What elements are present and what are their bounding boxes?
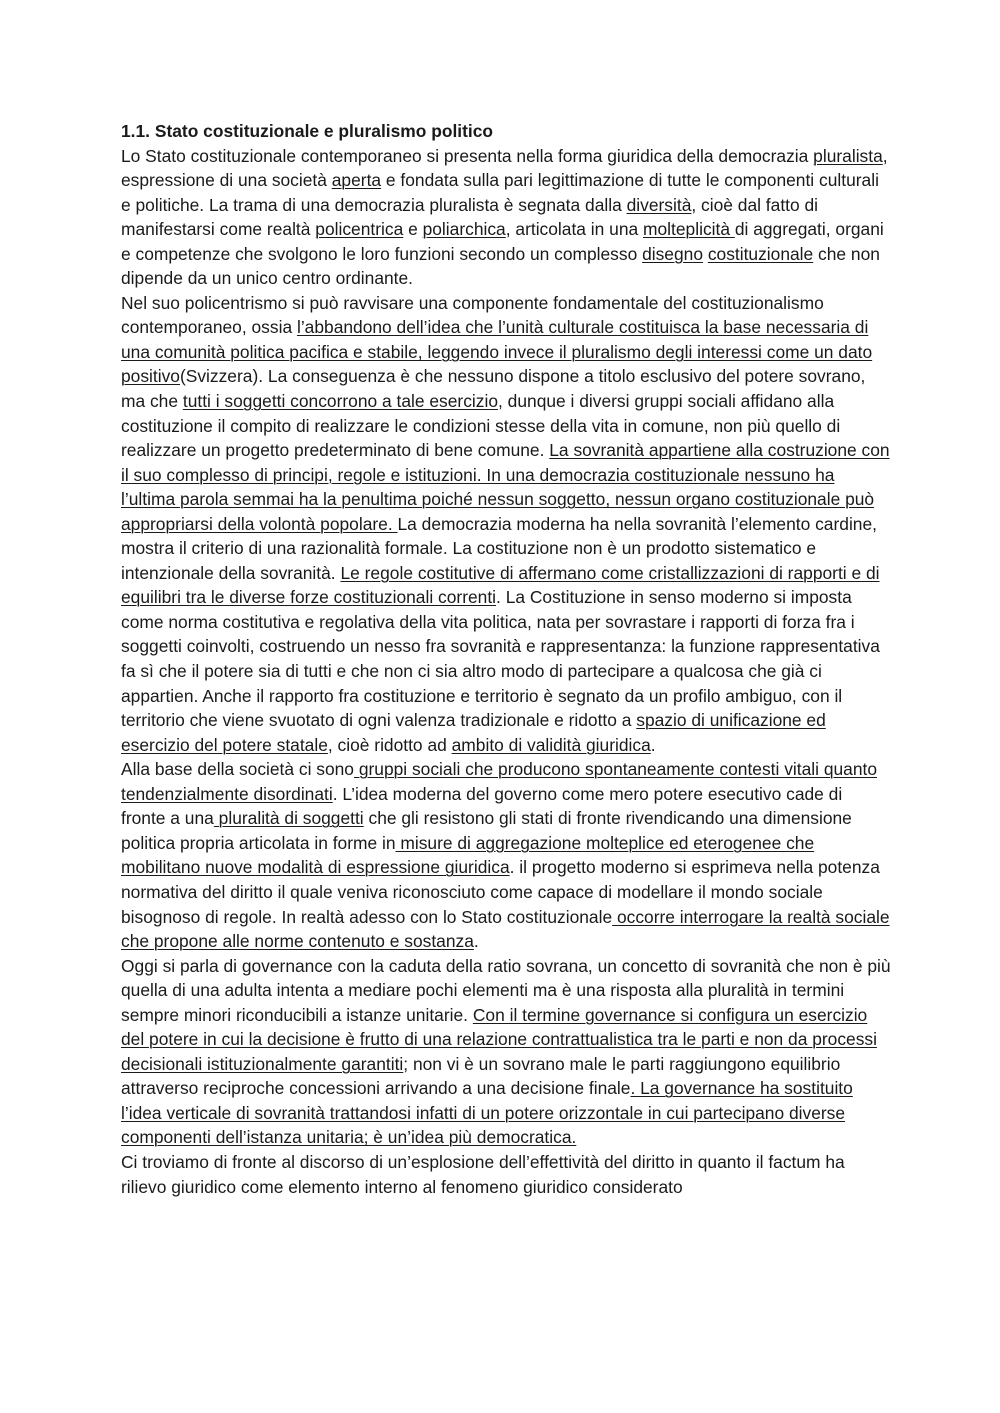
text-run: che non dipende da un unico centro ordinante. [121,243,880,289]
text-run: ; non vi è un sovrano male le parti raggiungono equilibrio attraverso reciproche concessioni arrivando a una decisione finale [121,1053,841,1099]
underlined-text: Con il termine governance si configura un esercizio del potere in cui la decisione è frutto di una relazione contrattualistica tra le parti e non da processi decisionali istituzionalmente garantiti [121,1004,877,1074]
text-run: . La Costituzione in senso moderno si imposta come norma costitutiva e regolativa della vita politica, nata per sovrastare i rapporti di forza fra i soggetti coinvolti, costruendo un nesso fra sovranità e rappresentanza: la funzione rappresentativa fa sì che il potere sia di tutti e che non ci sia altro modo di partecipare a qualcosa che già ci appartien. Anche il rapporto fra costituzione e territorio è segnato da un profilo ambiguo, con il territorio che viene svuotato di ogni valenza tradizionale e ridotto a [121,587,880,731]
paragraph [121,144,891,291]
text-run: e fondata sulla pari legittimazione di tutte le componenti culturali e politiche. La trama di una democrazia pluralista è segnata dalla [121,170,879,215]
paragraph [121,291,891,757]
underlined-text: costituzionale [707,243,814,264]
document-page [121,119,891,1199]
section-heading: 1.1. Stato costituzionale e pluralismo politico [121,121,494,141]
paragraph [121,954,891,1150]
text-run: Nel suo policentrismo si può ravvisare una componente fondamentale del costituzionalismo contemporaneo, ossia [121,292,824,338]
underlined-text: poliarchica [422,219,506,240]
text-run: . [473,931,479,952]
text-run: . [650,734,656,755]
paragraph [121,757,891,953]
text-run: e [403,219,423,240]
underlined-text: disegno [642,243,703,264]
paragraph [121,1150,891,1199]
underlined-text: occorre interrogare la realtà sociale che propone alle norme contenuto e sostanza [121,906,890,952]
text-run: , articolata in una [505,219,644,240]
underlined-text: ambito di validità giuridica [451,734,651,755]
text-run: Oggi si parla di governance con la caduta della ratio sovrana, un concetto di sovranità che non è più quella di una adulta intenta a mediare pochi elementi ma è una risposta alla pluralità in termini sempre minori riconducibili a istanze unitarie. [121,955,891,1025]
text-run: di aggregati, organi e competenze che svolgono le loro funzioni secondo un complesso [121,219,884,264]
text-run: , cioè dal fatto di manifestarsi come realtà [121,194,819,240]
underlined-text: spazio di unificazione ed esercizio del potere statale [121,710,826,755]
underlined-text: gruppi sociali che producono spontaneamente contesti vitali quanto tendenzialmente disordinati [121,759,878,804]
text-run: , espressione di una società [121,145,888,191]
text-run: Alla base della società ci sono [121,759,354,780]
text-run: . il progetto moderno si esprimeva nella potenza normativa del diritto il quale veniva riconosciuto come capace di modellare il mondo sociale bisognoso di regole. In realtà adesso con lo Stato costituzionale [121,857,880,927]
underlined-text: l’abbandono dell’idea che l’unità culturale costituisca la base necessaria di una comunità politica pacifica e stabile, leggendo invece il pluralismo degli interessi come un dato positivo [121,317,873,387]
underlined-text: pluralità di soggetti [213,808,364,829]
text-run: Lo Stato costituzionale contemporaneo si presenta nella forma giuridica della democrazia [121,145,814,166]
document-body [121,144,891,1200]
underlined-text: molteplicità [643,219,735,240]
underlined-text: policentrica [315,219,404,240]
text-run: Ci troviamo di fronte al discorso di un’esplosione dell’effettività del diritto in quanto il factum ha rilievo giuridico come elemento interno al fenomeno giuridico considerato [121,1151,845,1197]
underlined-text: misure di aggregazione molteplice ed eterogenee che mobilitano nuove modalità di espressione giuridica [121,832,815,878]
underlined-text: aperta [331,170,382,191]
text-run: , dunque i diversi gruppi sociali affidano alla costituzione il compito di realizzare le condizioni stesse della vita in comune, non più quello di realizzare un progetto predeterminato di bene comune. [121,391,841,461]
underlined-text: diversità [626,194,692,215]
text-run: , cioè ridotto ad [327,734,452,755]
text-run: (Svizzera). La conseguenza è che nessuno dispone a titolo esclusivo del potere sovrano, ma che [121,366,866,412]
underlined-text: pluralista [813,145,883,166]
text-run: La democrazia moderna ha nella sovranità l’elemento cardine, mostra il criterio di una razionalità formale. La costituzione non è un prodotto sistematico e intenzionale della sovranità. [121,513,877,583]
text-run: . L’idea moderna del governo come mero potere esecutivo cade di fronte a una [121,783,843,829]
text-run: che gli resistono gli stati di fronte rivendicando una dimensione politica propria articolata in forme in [121,808,852,853]
underlined-text: Le regole costitutive di affermano come cristallizzazioni di rapporti e di equilibri tra le diverse forze costituzionali correnti [121,562,880,608]
underlined-text: . La governance ha sostituito l’idea verticale di sovranità trattandosi infatti di un potere orizzontale in cui partecipano diverse componenti dell’istanza unitaria; è un’idea più democratica. [121,1078,853,1148]
underlined-text: La sovranità appartiene alla costruzione con il suo complesso di principi, regole e istituzioni. In una democrazia costituzionale nessuno ha l’ultima parola semmai ha la penultima poiché nessun soggetto, nessun organo costituzionale può appropriarsi della volontà popolare. [121,440,890,534]
underlined-text: tutti i soggetti concorrono a tale esercizio [182,391,499,412]
